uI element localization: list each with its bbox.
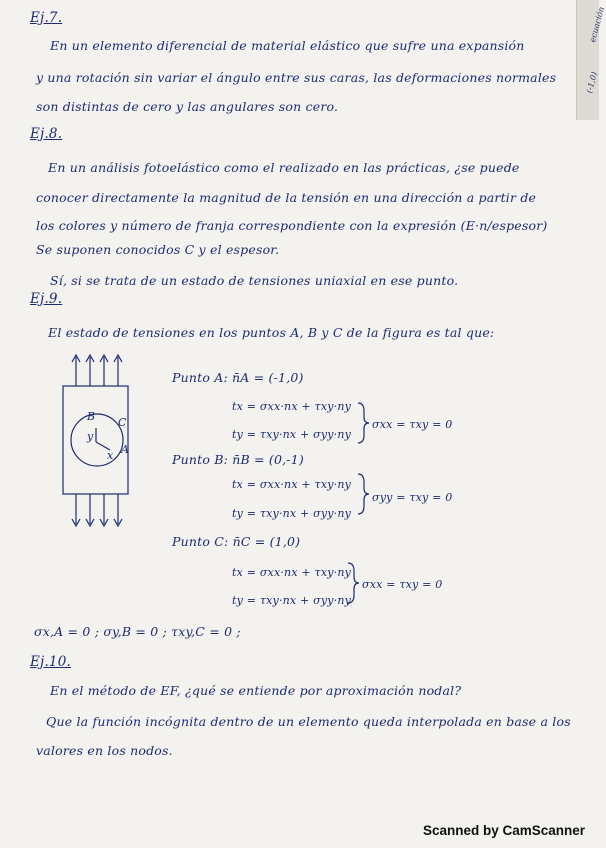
ej7-line-2: y una rotación sin variar el ángulo entre sus caras, las deformaciones normales [36, 70, 557, 85]
edge-note-text-1: ecuación [588, 5, 606, 44]
ej7-heading: Ej.7. [30, 10, 63, 26]
point-b-eq-2: ty = τxy·nx + σyy·ny [232, 507, 352, 520]
ej10-line-2: Que la función incógnita dentro de un elemento queda interpolada en base a los [46, 714, 571, 729]
ej10-line-1: En el método de EF, ¿qué se entiende por aproximación nodal? [50, 683, 462, 698]
ej8-line-1: En un análisis fotoelástico como el realizado en las prácticas, ¿se puede [48, 160, 520, 175]
figure-label-y: y [87, 430, 94, 443]
ej9-heading: Ej.9. [30, 291, 63, 307]
point-a-eq-1: tx = σxx·nx + τxy·ny [232, 400, 352, 413]
ej7-line-3: son distintas de cero y las angulares son cero. [36, 99, 339, 114]
ej10-line-3: valores en los nodos. [36, 743, 173, 758]
ej7-line-1: En un elemento diferencial de material elástico que sufre una expansión [50, 38, 525, 53]
point-a-eq-2: ty = τxy·nx + σyy·ny [232, 428, 352, 441]
figure-label-c: C [118, 416, 127, 429]
figure-label-a: A [121, 443, 130, 456]
ej9-intro: El estado de tensiones en los puntos A, B y C de la figura es tal que: [48, 325, 495, 340]
figure-label-b: B [87, 410, 96, 423]
ej8-line-5: Sí, si se trata de un estado de tensiones uniaxial en ese punto. [50, 273, 459, 288]
point-b-title: Punto B: n̄B = (0,-1) [172, 452, 304, 467]
point-a-title: Punto A: n̄A = (-1,0) [172, 370, 304, 385]
point-c-title: Punto C: n̄C = (1,0) [172, 534, 301, 549]
ej8-line-3: los colores y número de franja correspondiente con la expresión (E·n/espesor) [36, 218, 548, 233]
figure-label-x: x [107, 449, 114, 462]
point-c-eq-2: ty = τxy·nx + σyy·ny [232, 594, 352, 607]
point-b-eq-1: tx = σxx·nx + τxy·ny [232, 478, 352, 491]
ej10-heading: Ej.10. [30, 654, 72, 670]
ej8-line-2: conocer directamente la magnitud de la tensión en una dirección a partir de [36, 190, 537, 205]
point-a-result: σxx = τxy = 0 [372, 418, 453, 431]
ej8-line-4: Se suponen conocidos C y el espesor. [36, 242, 280, 257]
scanner-watermark: Scanned by CamScanner [422, 823, 585, 838]
ej9-summary: σx,A = 0 ; σy,B = 0 ; τxy,C = 0 ; [34, 624, 241, 639]
point-b-result: σyy = τxy = 0 [372, 491, 453, 504]
ej8-heading: Ej.8. [30, 126, 63, 142]
edge-note-text-2: (-1,0) [584, 70, 599, 95]
point-c-result: σxx = τxy = 0 [362, 578, 443, 591]
point-c-eq-1: tx = σxx·nx + τxy·ny [232, 566, 352, 579]
